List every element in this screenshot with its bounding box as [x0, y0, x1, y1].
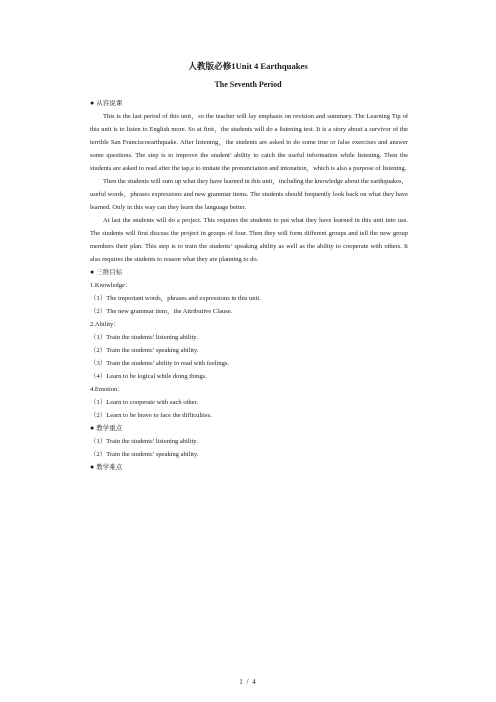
ability-heading: 2.Ability： — [90, 321, 120, 328]
section-heading-content: ● 从容说课 — [90, 97, 408, 110]
knowledge-item: （1）The important words，phrases and expressions in this unit. — [90, 295, 261, 302]
ability-item: （3）Train the students’ ability to read with feelings. — [90, 360, 230, 367]
paragraph-1: This is the last period of this unit，so the teacher will lay emphasis on revision and summary. The Learning Tip of this unit is to listen to English more. So at first，the students will do a listening test. It is a story about a survivor of the terrible San Franciscoearthquake. After listening，the students are asked to do some true or false exercises and answer some questions. The step is to improve the student’ ability to catch the useful information while listening. Then the students are asked to read after the tap,e to imitate the pronunciation and intonation，which is also a purpose of listening. — [90, 113, 408, 172]
document-body — [90, 97, 408, 474]
emotion-item: （1）Learn to cooperate with each other. — [90, 399, 198, 406]
focus-item: （1）Train the students’ listening ability. — [90, 438, 198, 445]
paragraph-2: Then the students will sum up what they have learned in this unit，including the knowledge about the earthquakes，useful words，phrases expressions and new grammar items. The students should frequently look back on what they have learned. Only in this way can they learn the language better. — [90, 178, 408, 211]
emotion-item: （2）Learn to be brave to face the difficulties. — [90, 412, 212, 419]
section-heading-difficult: ● 教学难点 — [90, 461, 408, 474]
ability-item: （2）Train the students’ speaking ability. — [90, 347, 199, 354]
focus-item: （2）Train the students’ speaking ability. — [90, 451, 199, 458]
ability-item: （4）Learn to be logical while doing things. — [90, 373, 207, 380]
knowledge-heading: 1.Knowledge： — [90, 282, 132, 289]
document-title: 人教版必修1Unit 4 Earthquakes — [188, 61, 308, 71]
section-heading-focus: ● 教学重点 — [90, 422, 408, 435]
emotion-heading: 4.Emotion： — [90, 386, 124, 393]
section-heading-goals: ● 三维目标 — [90, 266, 408, 279]
page-number: 1 / 4 — [239, 678, 257, 686]
ability-item: （1）Train the students’ listening ability. — [90, 334, 198, 341]
knowledge-item: （2）The new grammar item，the Attributive Clause. — [90, 308, 233, 315]
paragraph-3: At last the students will do a project. This requires the students to put what they have learned in this unit into use. The students will first discuss the project in groups of four. Then they will form different groups and tell the new group members their plan. This step is to train the students’ speaking ability as well as the ability to cooperate with others. It also requires the students to reason what they are planning to do. — [90, 217, 408, 263]
document-subtitle: The Seventh Period — [214, 80, 282, 89]
